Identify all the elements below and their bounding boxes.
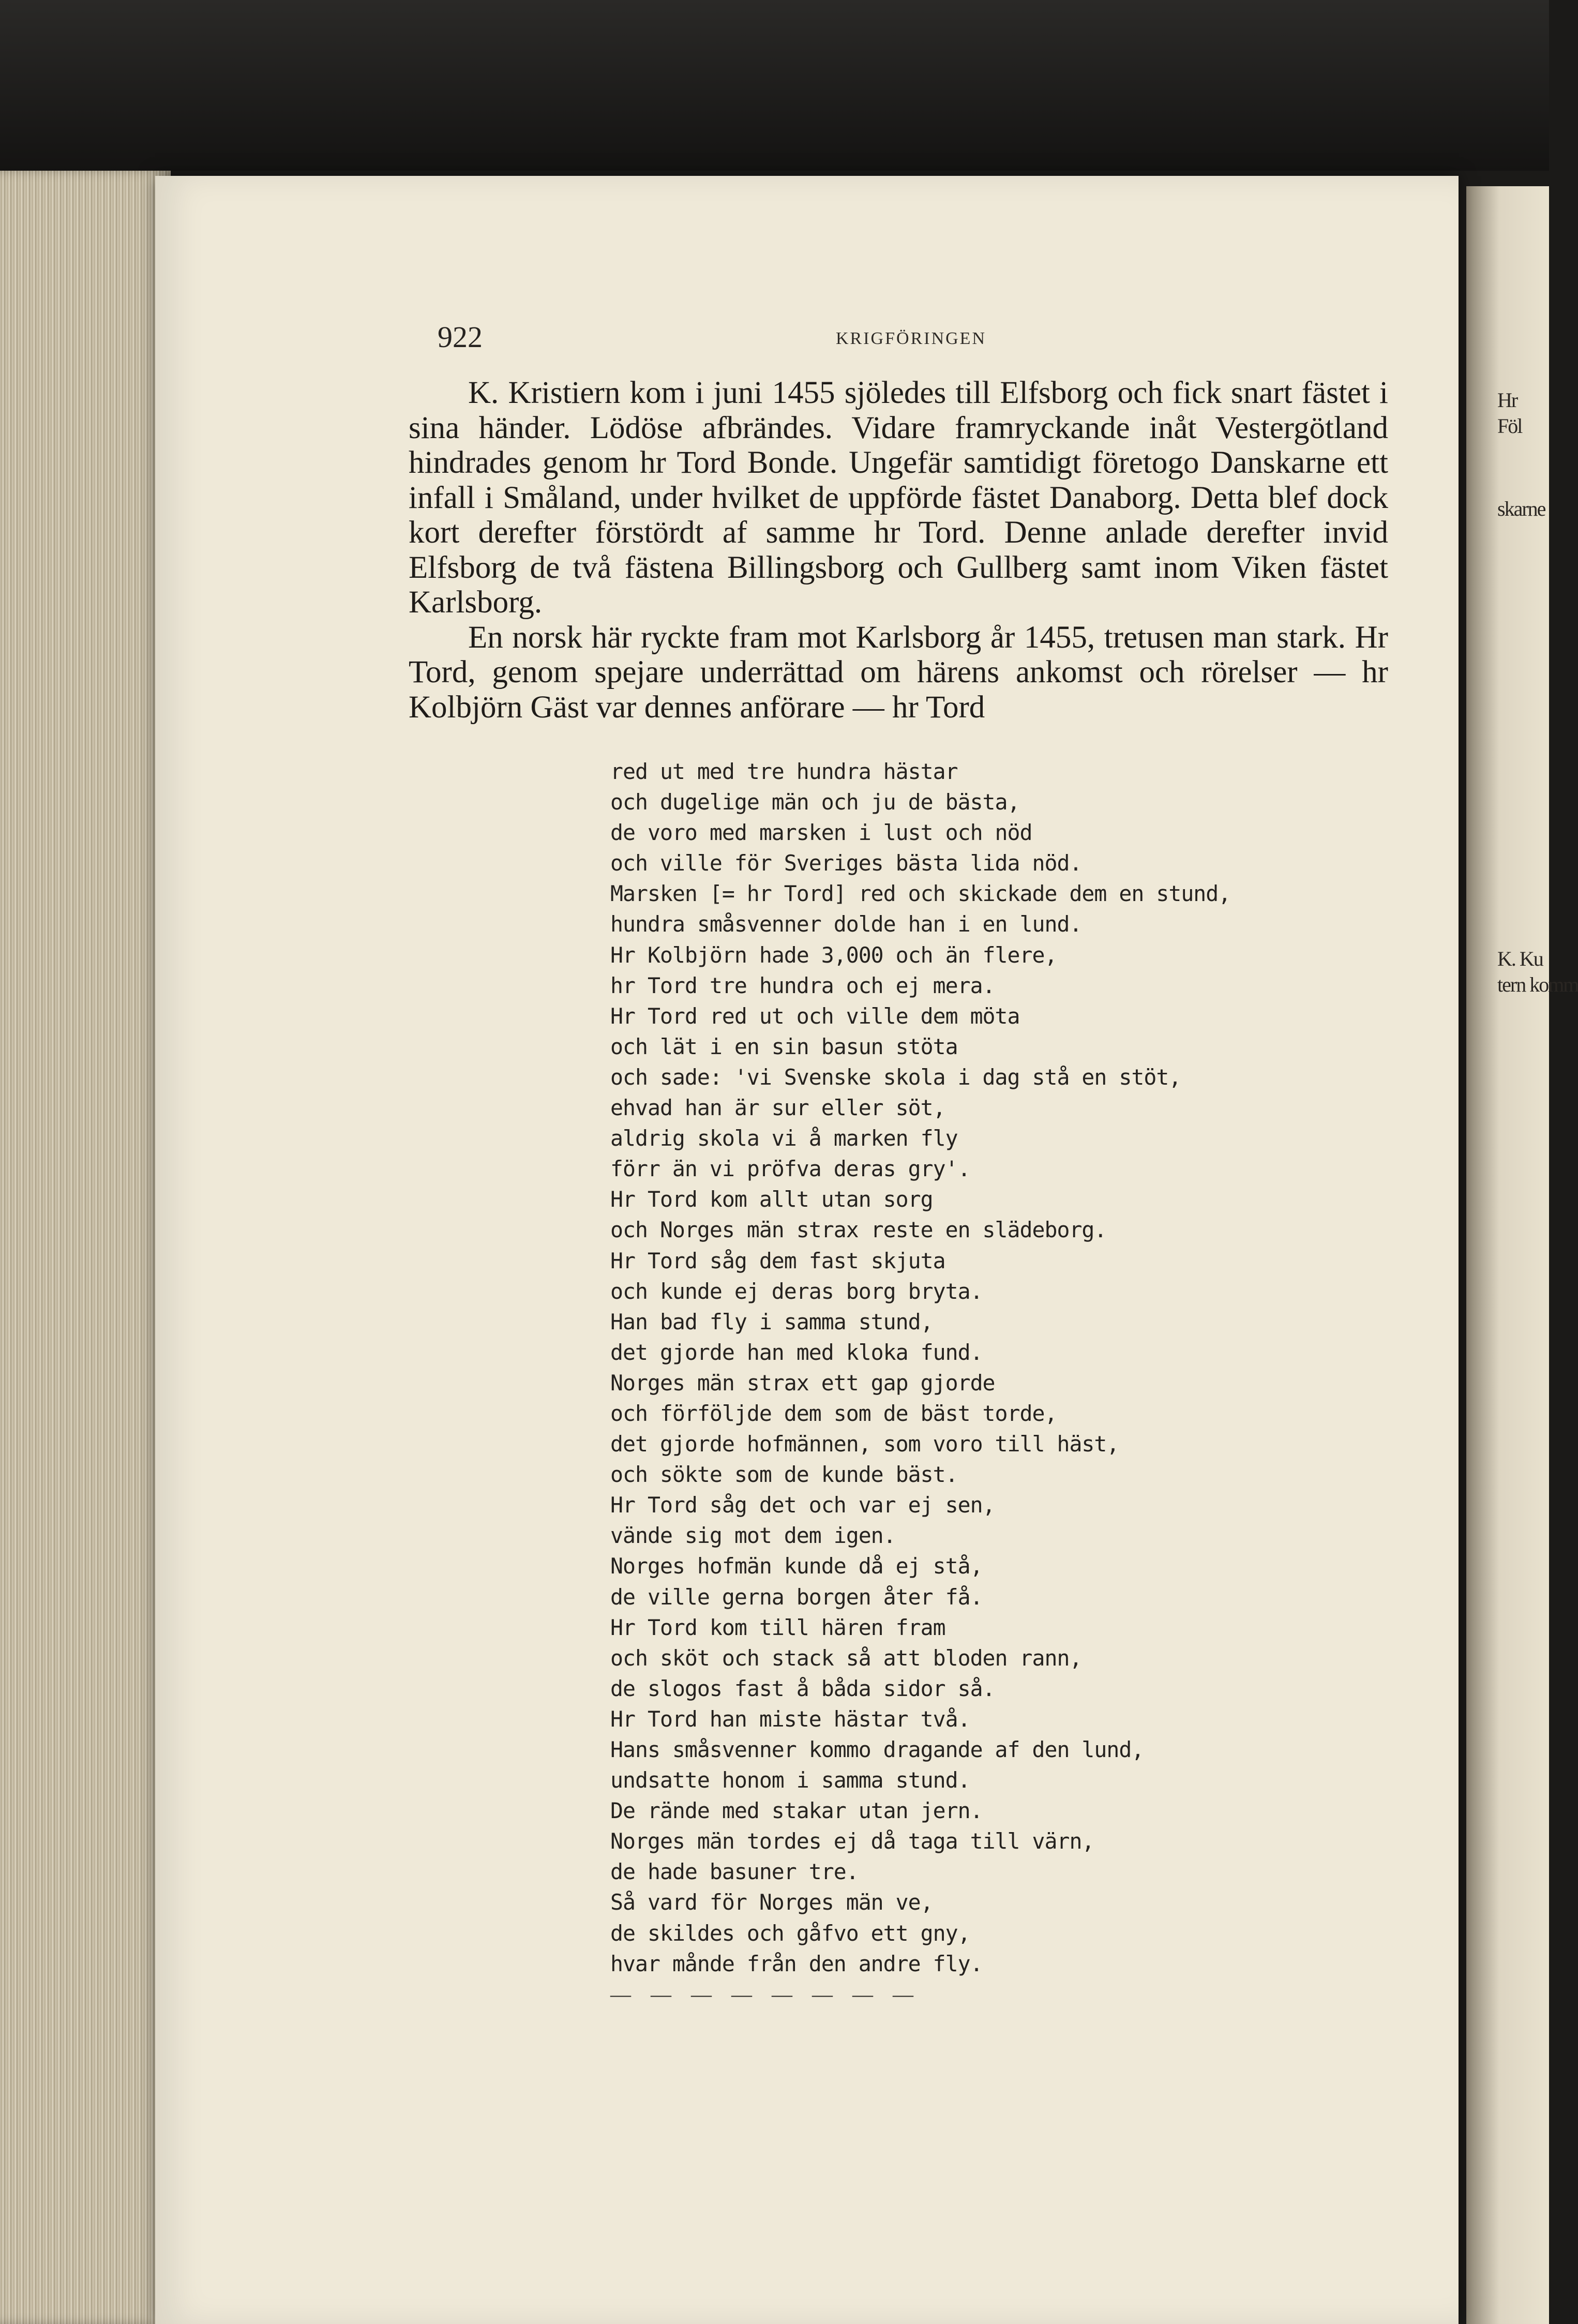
poem-line: red ut med tre hundra hästar [610, 759, 958, 784]
poem-line: det gjorde hofmännen, som voro till häst, [610, 1431, 1119, 1457]
poem-line: Norges män tordes ej då taga till värn, [610, 1828, 1094, 1854]
poem-line: och dugelige män och ju de bästa, [610, 789, 1020, 815]
poem-line: vände sig mot dem igen. [610, 1523, 896, 1549]
poem-line: de voro med marsken i lust och nöd [610, 820, 1032, 846]
poem-line: De rände med stakar utan jern. [610, 1798, 983, 1824]
poem-line: de ville gerna borgen åter få. [610, 1584, 983, 1610]
poem-line: hr Tord tre hundra och ej mera. [610, 972, 995, 998]
poem-line: förr än vi pröfva deras gry'. [610, 1156, 970, 1182]
paragraph: K. Kristiern kom i juni 1455 sjöledes till Elfsborg och fick snart fästet i sina händer. Lödöse afbrändes. Vidare framryckande inåt Vestergötland hindrades genom hr Tord Bonde. Ungefär samtidigt företogo Danskarne ett infall i Småland, under hvilket de uppförde fästet Danaborg. Detta blef dock kort derefter förstördt af samme hr Tord. Denne anlade derefter invid Elfsborg de två fästena Billingsborg och Gullberg samt inom Viken fästet Karlsborg. [409, 376, 1388, 620]
poem-line: de slogos fast å båda sidor så. [610, 1675, 995, 1701]
poem-line: Marsken [= hr Tord] red och skickade dem en stund, [610, 881, 1231, 907]
dark-background [0, 0, 1549, 171]
poem-line: och Norges män strax reste en slädeborg. [610, 1217, 1107, 1243]
poem-end-marker: — — — — — — — — [610, 1983, 921, 2006]
poem-line: Hr Tord såg det och var ej sen, [610, 1492, 995, 1518]
poem-line: hvar månde från den andre fly. [610, 1951, 983, 1976]
poem-line: aldrig skola vi å marken fly [610, 1126, 958, 1151]
facing-page-fragment: K. Ku [1497, 947, 1543, 970]
poem-line: och kunde ej deras borg bryta. [610, 1278, 983, 1304]
poem-line: Hr Tord såg dem fast skjuta [610, 1248, 945, 1273]
facing-page-fragment: skarne [1497, 497, 1545, 520]
paragraph: En norsk här ryckte fram mot Karlsborg år 1455, tretusen man stark. Hr Tord, genom spejare underrättad om härens ankomst och rörelser — hr Kolbjörn Gäst var dennes anförare — hr Tord [409, 620, 1388, 725]
poem-line: Han bad fly i samma stund, [610, 1309, 933, 1335]
poem-line: och lät i en sin basun stöta [610, 1033, 958, 1059]
poem-line: Norges hofmän kunde då ej stå, [610, 1553, 983, 1579]
poem-line: Norges män strax ett gap gjorde [610, 1370, 995, 1396]
poem-line: Hans småsvenner kommo dragande af den lund, [610, 1737, 1144, 1762]
poem-line: Hr Tord red ut och ville dem möta [610, 1003, 1020, 1029]
poem-line: Hr Tord kom till hären fram [610, 1614, 945, 1640]
poem-line: och sade: 'vi Svenske skola i dag stå en stöt, [610, 1064, 1181, 1090]
poem-line: Hr Tord kom allt utan sorg [610, 1187, 933, 1212]
facing-page-fragment: tern komm [1497, 973, 1578, 996]
poem-line: det gjorde han med kloka fund. [610, 1339, 983, 1365]
running-head: KRIGFÖRINGEN [836, 329, 986, 348]
body-text [409, 376, 1388, 725]
poem-line: hundra småsvenner dolde han i en lund. [610, 911, 1082, 937]
poem-line: Hr Kolbjörn hade 3,000 och än flere, [610, 942, 1057, 968]
poem-line: och ville för Sveriges bästa lida nöd. [610, 850, 1082, 876]
poem-line: och sökte som de kunde bäst. [610, 1462, 958, 1488]
facing-page-fragment: Föl [1497, 414, 1522, 438]
book-page-edges [0, 171, 171, 2324]
poem-line: och förföljde dem som de bäst torde, [610, 1400, 1057, 1426]
poem-line: de hade basuner tre. [610, 1859, 859, 1885]
poem-line: Så vard för Norges män ve, [610, 1890, 933, 1915]
poem-line: ehvad han är sur eller söt, [610, 1095, 945, 1121]
page-header [438, 320, 1389, 356]
poem-line: de skildes och gåfvo ett gny, [610, 1920, 970, 1946]
poem-line: Hr Tord han miste hästar två. [610, 1706, 970, 1732]
poem-line: undsatte honom i samma stund. [610, 1767, 970, 1793]
page-number: 922 [438, 320, 483, 354]
poem-line: och sköt och stack så att bloden rann, [610, 1645, 1082, 1671]
facing-page-fragment: Hr [1497, 388, 1517, 412]
facing-page [1466, 186, 1578, 2324]
poem-quotation [610, 756, 1309, 1979]
